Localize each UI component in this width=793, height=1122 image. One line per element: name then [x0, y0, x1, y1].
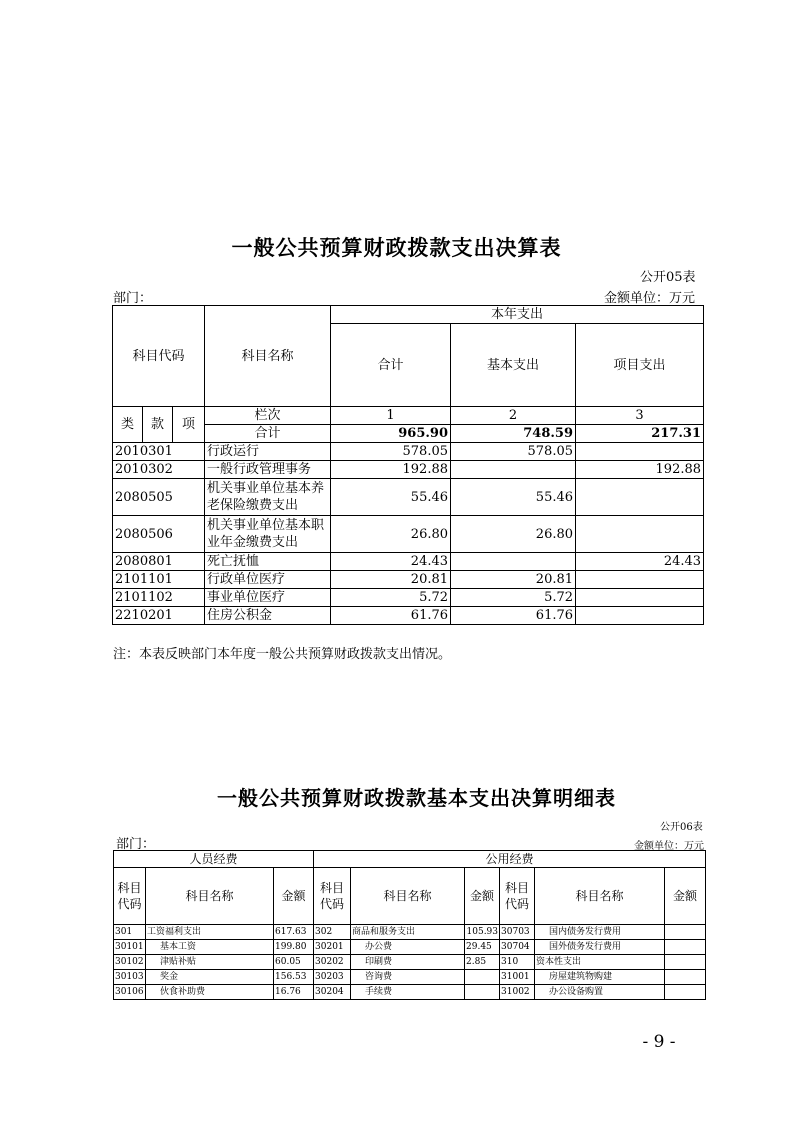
header-name-1: 科目名称	[146, 868, 274, 925]
row-code: 2210201	[113, 607, 205, 625]
cell-code: 30102	[114, 955, 146, 970]
header-amount-2: 金额	[465, 868, 500, 925]
sum-row-label: 合计	[205, 425, 331, 443]
table-row	[114, 925, 706, 940]
row-total: 26.80	[331, 516, 451, 553]
table2-number: 公开06表	[660, 822, 703, 833]
cell-name: 房屋建筑物购建	[535, 970, 665, 985]
row-name: 一般行政管理事务	[205, 461, 331, 479]
sum-project: 217.31	[576, 425, 704, 443]
table1-title: 一般公共预算财政拨款支出决算表	[231, 236, 562, 260]
cell-amount: 199.80	[274, 940, 314, 955]
row-total: 5.72	[331, 589, 451, 607]
header-code-2: 科目代码	[314, 868, 351, 925]
cell-code: 30202	[314, 955, 351, 970]
table-row	[113, 571, 704, 589]
row-name: 死亡抚恤	[205, 553, 331, 571]
header-name-3: 科目名称	[535, 868, 665, 925]
cell-code: 31002	[500, 985, 535, 1000]
table1-number: 公开05表	[640, 270, 696, 285]
cell-amount	[665, 985, 706, 1000]
table-row	[114, 955, 706, 970]
cell-code: 301	[114, 925, 146, 940]
cell-amount: 105.93	[465, 925, 500, 940]
row-project: 192.88	[576, 461, 704, 479]
table1-note: 注：本表反映部门本年度一般公共预算财政拨款支出情况。	[113, 647, 452, 662]
cell-name: 咨询费	[351, 970, 465, 985]
row-basic: 61.76	[451, 607, 576, 625]
cell-name: 国内债务发行费用	[535, 925, 665, 940]
cell-code: 310	[500, 955, 535, 970]
budget-expenditure-table	[112, 305, 704, 625]
row-code: 2010302	[113, 461, 205, 479]
row-total: 55.46	[331, 479, 451, 516]
table1-unit-label: 金额单位：万元	[604, 291, 696, 306]
row-project	[576, 479, 704, 516]
row-project	[576, 589, 704, 607]
table-row	[114, 940, 706, 955]
header-basic: 基本支出	[451, 324, 576, 407]
row-name: 机关事业单位基本职业年金缴费支出	[205, 516, 331, 553]
header-amount-3: 金额	[665, 868, 706, 925]
row-code: 2080505	[113, 479, 205, 516]
table-row	[113, 443, 704, 461]
row-code: 2101102	[113, 589, 205, 607]
row-total: 61.76	[331, 607, 451, 625]
cell-amount: 156.53	[274, 970, 314, 985]
header-col-1: 1	[331, 407, 451, 425]
cell-amount: 2.85	[465, 955, 500, 970]
cell-code: 30204	[314, 985, 351, 1000]
cell-code: 30203	[314, 970, 351, 985]
row-total: 20.81	[331, 571, 451, 589]
cell-amount	[465, 970, 500, 985]
cell-name: 工资福利支出	[146, 925, 274, 940]
cell-amount	[665, 940, 706, 955]
cell-code: 30703	[500, 925, 535, 940]
row-total: 24.43	[331, 553, 451, 571]
cell-code: 30704	[500, 940, 535, 955]
cell-name: 奖金	[146, 970, 274, 985]
cell-code: 302	[314, 925, 351, 940]
cell-name: 办公费	[351, 940, 465, 955]
header-personnel: 人员经费	[114, 851, 314, 868]
header-public: 公用经费	[314, 851, 706, 868]
cell-amount: 16.76	[274, 985, 314, 1000]
header-amount-1: 金额	[274, 868, 314, 925]
row-name: 行政单位医疗	[205, 571, 331, 589]
row-code: 2010301	[113, 443, 205, 461]
row-code: 2080506	[113, 516, 205, 553]
row-basic: 55.46	[451, 479, 576, 516]
table-row	[113, 479, 704, 516]
sum-basic: 748.59	[451, 425, 576, 443]
row-project: 24.43	[576, 553, 704, 571]
table-row	[114, 970, 706, 985]
cell-code: 31001	[500, 970, 535, 985]
cell-amount: 617.63	[274, 925, 314, 940]
table2-unit-label: 金额单位：万元	[634, 841, 704, 852]
header-code-1: 科目代码	[114, 868, 146, 925]
header-xiang: 项	[173, 407, 205, 443]
cell-name: 津贴补贴	[146, 955, 274, 970]
header-name-2: 科目名称	[351, 868, 465, 925]
row-project	[576, 443, 704, 461]
basic-expenditure-detail-table	[113, 850, 706, 1000]
table-row	[114, 985, 706, 1000]
cell-amount	[665, 955, 706, 970]
header-current-year: 本年支出	[331, 306, 704, 324]
cell-name: 手续费	[351, 985, 465, 1000]
table-row	[113, 553, 704, 571]
header-code-3: 科目代码	[500, 868, 535, 925]
cell-code: 30101	[114, 940, 146, 955]
cell-amount	[665, 925, 706, 940]
table2-dept-label: 部门：	[116, 837, 156, 852]
row-basic: 578.05	[451, 443, 576, 461]
table-row	[113, 607, 704, 625]
cell-amount: 60.05	[274, 955, 314, 970]
row-basic: 20.81	[451, 571, 576, 589]
row-code: 2101101	[113, 571, 205, 589]
row-code: 2080801	[113, 553, 205, 571]
sum-total: 965.90	[331, 425, 451, 443]
cell-name: 商品和服务支出	[351, 925, 465, 940]
cell-code: 30103	[114, 970, 146, 985]
header-total: 合计	[331, 324, 451, 407]
row-name: 住房公积金	[205, 607, 331, 625]
row-basic	[451, 553, 576, 571]
row-name: 行政运行	[205, 443, 331, 461]
header-col-2: 2	[451, 407, 576, 425]
row-project	[576, 571, 704, 589]
cell-name: 国外债务发行费用	[535, 940, 665, 955]
row-basic: 26.80	[451, 516, 576, 553]
row-total: 578.05	[331, 443, 451, 461]
row-name: 事业单位医疗	[205, 589, 331, 607]
table-row	[113, 589, 704, 607]
cell-name: 印刷费	[351, 955, 465, 970]
row-project	[576, 516, 704, 553]
cell-name: 伙食补助费	[146, 985, 274, 1000]
cell-amount	[665, 970, 706, 985]
row-basic	[451, 461, 576, 479]
header-lei: 类	[113, 407, 143, 443]
table-row	[113, 461, 704, 479]
header-project: 项目支出	[576, 324, 704, 407]
header-col-3: 3	[576, 407, 704, 425]
cell-name: 基本工资	[146, 940, 274, 955]
cell-code: 30106	[114, 985, 146, 1000]
row-total: 192.88	[331, 461, 451, 479]
cell-amount	[465, 985, 500, 1000]
row-name: 机关事业单位基本养老保险缴费支出	[205, 479, 331, 516]
header-subject-name: 科目名称	[205, 306, 331, 407]
cell-name: 办公设备购置	[535, 985, 665, 1000]
header-column-no: 栏次	[205, 407, 331, 425]
header-subject-code: 科目代码	[113, 306, 205, 407]
row-project	[576, 607, 704, 625]
table1-dept-label: 部门：	[113, 291, 153, 306]
row-basic: 5.72	[451, 589, 576, 607]
header-kuan: 款	[143, 407, 173, 443]
table2-title: 一般公共预算财政拨款基本支出决算明细表	[217, 786, 616, 810]
cell-name: 资本性支出	[535, 955, 665, 970]
cell-amount: 29.45	[465, 940, 500, 955]
table-row	[113, 516, 704, 553]
page-number: - 9 -	[642, 1032, 676, 1052]
cell-code: 30201	[314, 940, 351, 955]
